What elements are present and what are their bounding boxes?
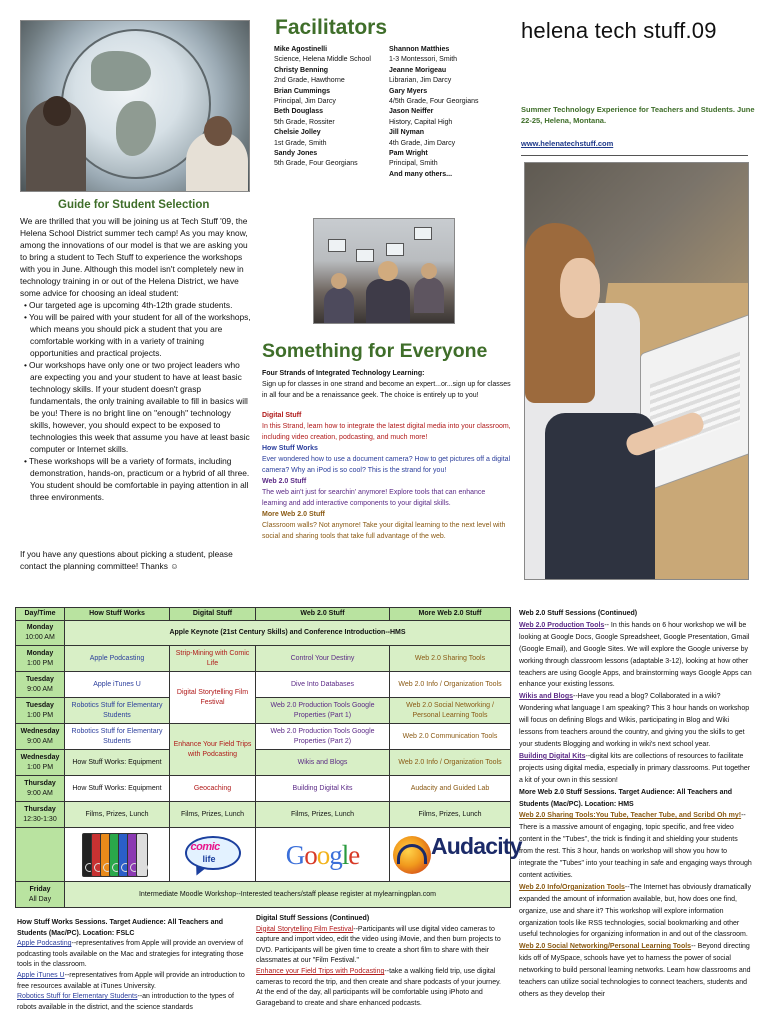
- something-title: Something for Everyone: [262, 340, 488, 362]
- session-cell: Web 2.0 Communication Tools: [390, 724, 511, 750]
- session-cell: Digital Storytelling Film Festival: [170, 672, 256, 724]
- sessions-heading: Digital Stuff Sessions (Continued): [256, 915, 370, 922]
- facilitator-role: 1st Grade, Smith: [274, 139, 327, 147]
- table-row: [16, 882, 511, 908]
- table-row: [16, 621, 511, 646]
- globe-land: [91, 51, 151, 91]
- session-description: --take a walking field trip, use digital cameras to record the trip, and then create and share podcasts of your journey. At the end of the day, all participants will be comfortable using iPhoto and Garageband to create and share enhanced podcasts.: [256, 967, 502, 1007]
- keynote-cell: Apple Keynote (21st Century Skills) and Conference Introduction--HMS: [65, 621, 511, 646]
- session-description: --representatives from Apple will provide an overview of podcasting tools available on the Mac and strategies for integrating those tools in the classroom.: [17, 940, 244, 969]
- comic-life-icon: [181, 834, 245, 876]
- session-description: -- In this hands on 6 hour workshop we will be looking at Google Docs, Google Spreadsheet, Google Presentation, Gmail (Google Email), and Google Sites. We will explore the Google universe by working through classroom lessons (adaptable 3-12), looking at how other teachers are using Google Apps, and brainstorming ways Google Apps can enhance your existing lessons.: [519, 621, 752, 689]
- session-link[interactable]: Web 2.0 Production Tools: [519, 621, 605, 629]
- sessions-heading: More Web 2.0 Stuff Sessions. Target Audience: All Teachers and Students (Mac/PC). Location: HMS: [519, 788, 733, 808]
- guide-intro: We are thrilled that you will be joining us at Tech Stuff '09, the Helena School District summer tech camp! As you may know, among the innovations of our model is that we are asking you to bring a student to Tech Stuff to experience the workshops with you in June. Although this model isn't completely new in technology training in or out of the Helena District, we have some advice for choosing an ideal student:: [20, 216, 248, 298]
- session-cell: Web 2.0 Production Tools Google Properties (Part 2): [256, 724, 390, 750]
- facilitator-name: Mike Agostinelli: [274, 46, 328, 53]
- session-item: [519, 620, 753, 691]
- day-cell: Thursday 12:30-1:30: [16, 802, 65, 828]
- ipod-icon: [136, 833, 148, 877]
- session-item: [519, 941, 753, 1001]
- google-logo-cell: [256, 828, 390, 882]
- day-cell: [16, 828, 65, 882]
- column-header: How Stuff Works: [65, 608, 170, 621]
- column-header: Web 2.0 Stuff: [256, 608, 390, 621]
- facilitator-name: Christy Benning: [274, 66, 329, 74]
- session-item: [519, 691, 753, 751]
- schedule-table: [15, 607, 522, 908]
- monitor: [386, 243, 404, 256]
- monitor: [328, 239, 346, 252]
- person: [414, 277, 444, 313]
- facilitator-role: 1-3 Montessori, Smith: [389, 56, 458, 64]
- guide-footer: If you have any questions about picking a student, please contact the planning committee! Thanks ☺: [20, 549, 233, 571]
- day-cell: Tuesday 1:00 PM: [16, 698, 65, 724]
- newsletter-title: helena tech stuff.09: [521, 18, 717, 43]
- facilitator-role: Science, Helena Middle School: [274, 56, 371, 64]
- facilitator-name: Pam Wright: [389, 150, 428, 158]
- student-head: [43, 96, 71, 126]
- facilitator-name: And many others...: [389, 170, 453, 178]
- table-row: [16, 750, 511, 776]
- session-cell: Wikis and Blogs: [256, 750, 390, 776]
- session-cell: Films, Prizes, Lunch: [256, 802, 390, 828]
- facilitator-role: 2nd Grade, Hawthorne: [274, 77, 345, 85]
- session-link[interactable]: Web 2.0 Sharing Tools:You Tube, Teacher Tube, and Scribd Oh my!: [519, 812, 742, 820]
- guide-body: [20, 215, 252, 503]
- facilitator-name: Beth Douglass: [274, 108, 324, 116]
- table-row: [16, 672, 511, 698]
- sessions-heading: Web 2.0 Stuff Sessions (Continued): [519, 610, 638, 617]
- day-cell: Tuesday 9:00 AM: [16, 672, 65, 698]
- session-item: [17, 971, 247, 992]
- day-cell: Monday 10:00 AM: [16, 621, 65, 646]
- strand-name: Digital Stuff: [262, 412, 302, 419]
- facilitator-name: Brian Cummings: [274, 87, 331, 95]
- session-link[interactable]: Robotics Stuff for Elementary Students: [17, 993, 138, 1001]
- digital-stuff-sessions: [256, 914, 506, 1009]
- facilitator-name: Chelsie Jolley: [274, 129, 321, 137]
- session-cell: How Stuff Works: Equipment: [65, 776, 170, 802]
- session-description: --The Internet has obviously dramatically expanded the amount of information available, but, how does one find, organize, use and share it? This workshop will explore information organization tools like RSS technologies, social bookmarking and other useful technologies for organizing information in and out of the classroom.: [519, 883, 751, 939]
- audacity-icon: [391, 832, 522, 878]
- day-cell: Thursday 9:00 AM: [16, 776, 65, 802]
- session-cell: Strip-Mining with Comic Life: [170, 646, 256, 672]
- person-head: [378, 261, 398, 281]
- session-cell: Films, Prizes, Lunch: [170, 802, 256, 828]
- session-item: [519, 751, 753, 787]
- globe-photo: [20, 20, 250, 192]
- strand-text: Ever wondered how to use a document camera? How to get pictures off a digital camera? Why an iPod is so cool? This is the strand for you!: [262, 456, 511, 474]
- session-description: --digital kits are collections of resources to facilitate projects using digital media, especially in primary classrooms. Put together a kit of your own in this session!: [519, 752, 751, 784]
- google-letter: e: [348, 839, 360, 870]
- session-item: [519, 882, 753, 942]
- facilitator-role: Librarian, Jim Darcy: [389, 77, 452, 85]
- student-laptop-photo: [524, 162, 749, 580]
- facilitators-list-right: [389, 45, 511, 180]
- day-cell: Wednesday 1:00 PM: [16, 750, 65, 776]
- person: [324, 287, 354, 323]
- google-letter: g: [329, 839, 342, 870]
- person: [366, 279, 410, 324]
- session-link[interactable]: Web 2.0 Social Networking/Personal Learning Tools: [519, 943, 692, 951]
- table-row: [16, 698, 511, 724]
- comic-life-logo-text: life: [202, 853, 216, 864]
- google-letter: G: [285, 839, 305, 870]
- day-cell: Monday 1:00 PM: [16, 646, 65, 672]
- sessions-heading: How Stuff Works Sessions. Target Audience: All Teachers and Students (Mac/PC). Location: FSLC: [17, 919, 224, 937]
- column-header: Digital Stuff: [170, 608, 256, 621]
- guide-bullet: • Our targeted age is upcoming 4th-12th grade students.: [20, 299, 252, 311]
- session-item: [17, 992, 247, 1013]
- table-row: [16, 724, 511, 750]
- comic-life-logo-text: comic: [190, 840, 220, 853]
- facilitator-role: Principal, Smith: [389, 160, 438, 168]
- session-link[interactable]: Wikis and Blogs: [519, 693, 574, 701]
- guide-bullet: • You will be paired with your student for all of the workshops, which means you should pick a student that you are comfortable working with in a variety of training opportunities and practical projects.: [20, 311, 252, 359]
- session-cell: Building Digital Kits: [256, 776, 390, 802]
- session-cell: Robotics Stuff for Elementary Students: [65, 724, 170, 750]
- strands-intro: Sign up for classes in one strand and become an expert...or...sign up for classes in all four and be a renaissance geek. The choice is entirely up to you!: [262, 381, 511, 399]
- guide-bullet: • These workshops will be a variety of formats, including demonstration, hands-on, practicum or a hybrid of all three. You student should be comfortable in paying attention in all three environments.: [20, 455, 252, 503]
- facilitator-role: 4th Grade, Jim Darcy: [389, 139, 456, 147]
- session-cell: Web 2.0 Info / Organization Tools: [390, 672, 511, 698]
- facilitator-name: Shannon Matthies: [389, 46, 450, 53]
- session-cell: Films, Prizes, Lunch: [65, 802, 170, 828]
- facilitator-name: Jason Neiffer: [389, 108, 434, 116]
- google-letter: o: [304, 839, 317, 870]
- strand-name: How Stuff Works: [262, 445, 318, 452]
- facilitator-role: History, Capital High: [389, 118, 453, 126]
- session-cell: Apple iTunes U: [65, 672, 170, 698]
- ipod-logo-cell: [65, 828, 170, 882]
- column-header: More Web 2.0 Stuff: [390, 608, 511, 621]
- facilitator-name: Gary Myers: [389, 87, 428, 95]
- session-cell: Web 2.0 Social Networking / Personal Learning Tools: [390, 698, 511, 724]
- website-link[interactable]: www.helenatechstuff.com: [521, 139, 614, 148]
- session-link[interactable]: Apple iTunes U: [17, 971, 65, 979]
- session-description: --There is a massive amount of engaging, topic specific, and free video content in the "Tubes", the trick is finding it and shielding your students from the rest. This 3 hour, hands on workshop will show you how to integrate the "Tubes" into your teaching in safe and engaging ways through content activities.: [519, 812, 752, 879]
- session-description: --Have you read a blog? Collaborated in a wiki? Wondering what language I am speaking? This 3 hour hands on workshop will focus on defining Blogs and Wikis, participating in Blog and Wiki lessons from teachers around the country, and giving you the skills to get your students Blogging and working in wiki's next school year.: [519, 693, 750, 748]
- student-head: [204, 116, 232, 146]
- session-link[interactable]: Building Digital Kits: [519, 752, 586, 760]
- facilitators-list-left: [274, 45, 384, 170]
- session-cell: Web 2.0 Info / Organization Tools: [390, 750, 511, 776]
- table-row: [16, 802, 511, 828]
- session-cell: Apple Podcasting: [65, 646, 170, 672]
- session-item: [17, 939, 247, 971]
- monitor: [414, 227, 432, 240]
- session-cell: Audacity and Guided Lab: [390, 776, 511, 802]
- person-head: [421, 263, 437, 279]
- strand-text: In this Strand, learn how to integrate the latest digital media into your classroom, including video creation, podcasting, and much more!: [262, 423, 511, 441]
- session-link[interactable]: Web 2.0 Info/Organization Tools: [519, 883, 625, 891]
- session-item: [256, 967, 506, 1009]
- day-cell: Wednesday 9:00 AM: [16, 724, 65, 750]
- session-link[interactable]: Digital Storytelling Film Festival: [256, 925, 354, 933]
- session-cell: Dive Into Databases: [256, 672, 390, 698]
- session-cell: Control Your Destiny: [256, 646, 390, 672]
- classroom-photo: [313, 218, 455, 324]
- moodle-cell: Intermediate Moodle Workshop--Interested teachers/staff please register at mylearningplan.com: [65, 882, 511, 908]
- session-link[interactable]: Enhance your Field Trips with Podcasting: [256, 967, 385, 975]
- strands-subtitle: Four Strands of Integrated Technology Learning:: [262, 370, 425, 377]
- guide-bullet: • Our workshops have only one or two project leaders who are expecting you and your student to have at least basic technology skills. If your student doesn't grasp fundamentals, the only training available to fill in basics will be you! There is no bright line on "enough" technology skills, however, you should expect to be exposed to technologies this week that assume you have at least basic computer or Internet skills.: [20, 359, 252, 455]
- table-row: [16, 776, 511, 802]
- day-cell: Friday All Day: [16, 882, 65, 908]
- session-cell: Enhance Your Field Trips with Podcasting: [170, 724, 256, 776]
- facilitator-role: 4/5th Grade, Four Georgians: [389, 98, 479, 106]
- session-cell: How Stuff Works: Equipment: [65, 750, 170, 776]
- student-face: [560, 258, 600, 318]
- logo-row: [16, 828, 511, 882]
- column-header: Day/Time: [16, 608, 65, 621]
- schedule-header-row: [16, 608, 511, 621]
- session-description: --representatives from Apple will provide an introduction to free resources available at iTunes University.: [17, 971, 245, 990]
- session-cell: Robotics Stuff for Elementary Students: [65, 698, 170, 724]
- facilitator-role: Principal, Jim Darcy: [274, 98, 336, 106]
- event-summary: Summer Technology Experience for Teachers and Students. June 22-25, Helena, Montana.: [521, 105, 755, 125]
- google-logo: [256, 839, 389, 870]
- google-letter: o: [316, 839, 330, 870]
- google-letter: l: [341, 839, 349, 870]
- monitor: [356, 249, 374, 262]
- person-head: [331, 273, 347, 289]
- session-description: --an introduction to the types of robots available in the district, and the science standards: [17, 993, 234, 1011]
- web-sessions: [519, 608, 753, 1001]
- audacity-logo-cell: [390, 828, 522, 882]
- comic-life-logo-cell: [170, 828, 256, 882]
- facilitator-role: 5th Grade, Four Georgians: [274, 160, 358, 168]
- guide-bullets: [20, 299, 252, 503]
- strand-name: Web 2.0 Stuff: [262, 478, 307, 485]
- strand-text: The web ain't just for searchin' anymore! Explore tools that can enhance learning and add interactive components to your digital skills.: [262, 489, 486, 507]
- session-cell: Web 2.0 Sharing Tools: [390, 646, 511, 672]
- strand-text: Classroom walls? Not anymore! Take your digital learning to the next level with social and sharing tools that take full advantage of the web.: [262, 522, 506, 540]
- session-description: -- Beyond directing kids off of MySpace, schools have yet to harness the power of social networking to build personal learning networks. Learn how classrooms and teachers can utilize social technologies to connect teachers, students and others as they develop their: [519, 943, 751, 998]
- facilitator-role: 5th Grade, Rossiter: [274, 118, 335, 126]
- session-item: [256, 925, 506, 967]
- facilitators-title: Facilitators: [275, 16, 388, 39]
- how-stuff-works-sessions: [17, 918, 247, 1013]
- session-cell: Geocaching: [170, 776, 256, 802]
- session-cell: Films, Prizes, Lunch: [390, 802, 511, 828]
- strand-name: More Web 2.0 Stuff: [262, 511, 325, 518]
- audacity-logo-text: Audacity: [431, 832, 522, 859]
- facilitator-name: Jill Nyman: [389, 129, 425, 137]
- session-item: [519, 810, 753, 881]
- session-cell: Web 2.0 Production Tools Google Properties (Part 1): [256, 698, 390, 724]
- session-description: --Participants will use digital video cameras to capture and import video, edit the video using iMovie, and then burn projects to DVD. Participants will be given time to create a short film to share with their classmates at our "Film Festival.": [256, 925, 501, 965]
- strands-section: [262, 368, 512, 542]
- session-link[interactable]: Apple Podcasting: [17, 940, 72, 948]
- table-row: [16, 646, 511, 672]
- facilitator-name: Sandy Jones: [274, 150, 318, 158]
- divider: [521, 155, 748, 156]
- facilitator-name: Jeanne Morigeau: [389, 66, 447, 74]
- guide-title: Guide for Student Selection: [58, 199, 210, 211]
- ipod-icon: [82, 833, 152, 877]
